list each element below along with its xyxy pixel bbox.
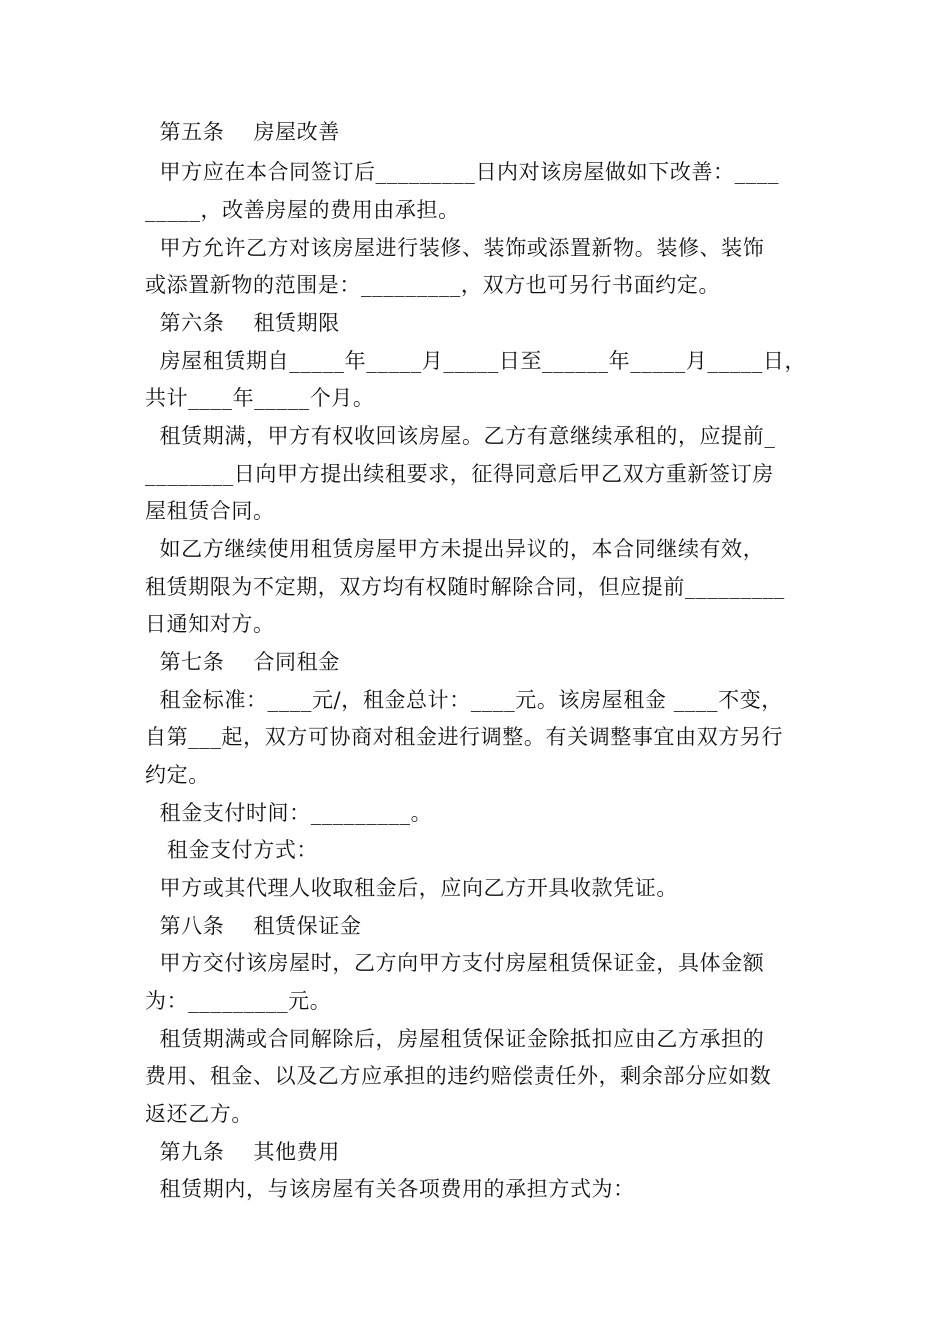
paragraph-line: 为：_________元。 (145, 989, 332, 1013)
paragraph-line: 租赁期内，与该房屋有关各项费用的承担方式为： (145, 1177, 635, 1201)
paragraph-line: 约定。 (145, 763, 210, 787)
paragraph-line: 租金支付时间：_________。 (145, 801, 433, 825)
paragraph-line: _____，改善房屋的费用由承担。 (145, 198, 460, 222)
paragraph-line: 房屋租赁期自_____年_____月_____日至______年_____月_____日， (145, 349, 807, 373)
paragraph-line: 共计____年_____个月。 (145, 386, 375, 410)
paragraph-line: 租赁期限为不定期，双方均有权随时解除合同，但应提前_________ (145, 575, 785, 599)
paragraph-line: 费用、租金、以及乙方应承担的违约赔偿责任外，剩余部分应如数 (145, 1064, 772, 1088)
paragraph-line: 甲方交付该房屋时，乙方向甲方支付房屋租赁保证金，具体金额 (145, 951, 765, 975)
paragraph-line: ________日向甲方提出续租要求，征得同意后甲乙双方重新签订房 (145, 462, 774, 486)
paragraph-line: 租赁期满，甲方有权收回该房屋。乙方有意继续承租的，应提前_ (145, 424, 776, 448)
paragraph-line: 甲方应在本合同签订后_________日内对该房屋做如下改善：____ (145, 160, 780, 184)
paragraph-line: 租金支付方式： (145, 838, 319, 862)
paragraph-line: 甲方允许乙方对该房屋进行装修、装饰或添置新物。装修、装饰 (145, 236, 765, 260)
paragraph-line: 或添置新物的范围是：_________，双方也可另行书面约定。 (145, 273, 721, 297)
article-6-heading: 第六条 租赁期限 (145, 311, 340, 335)
paragraph-line: 甲方或其代理人收取租金后，应向乙方开具收款凭证。 (145, 876, 678, 900)
article-7-heading: 第七条 合同租金 (145, 650, 340, 674)
paragraph-line: 自第___起，双方可协商对租金进行调整。有关调整事宜由双方另行 (145, 725, 784, 749)
paragraph-line: 租赁期满或合同解除后，房屋租赁保证金除抵扣应由乙方承担的 (145, 1027, 765, 1051)
article-5-heading: 第五条 房屋改善 (145, 120, 340, 144)
paragraph-line: 日通知对方。 (145, 612, 275, 636)
paragraph-line: 租金标准：____元/，租金总计：____元。该房屋租金 ____不变， (145, 688, 783, 712)
article-9-heading: 第九条 其他费用 (145, 1140, 340, 1164)
paragraph-line: 如乙方继续使用租赁房屋甲方未提出异议的，本合同继续有效， (145, 537, 765, 561)
paragraph-line: 屋租赁合同。 (145, 499, 275, 523)
article-8-heading: 第八条 租赁保证金 (145, 914, 362, 938)
paragraph-line: 返还乙方。 (145, 1102, 253, 1126)
